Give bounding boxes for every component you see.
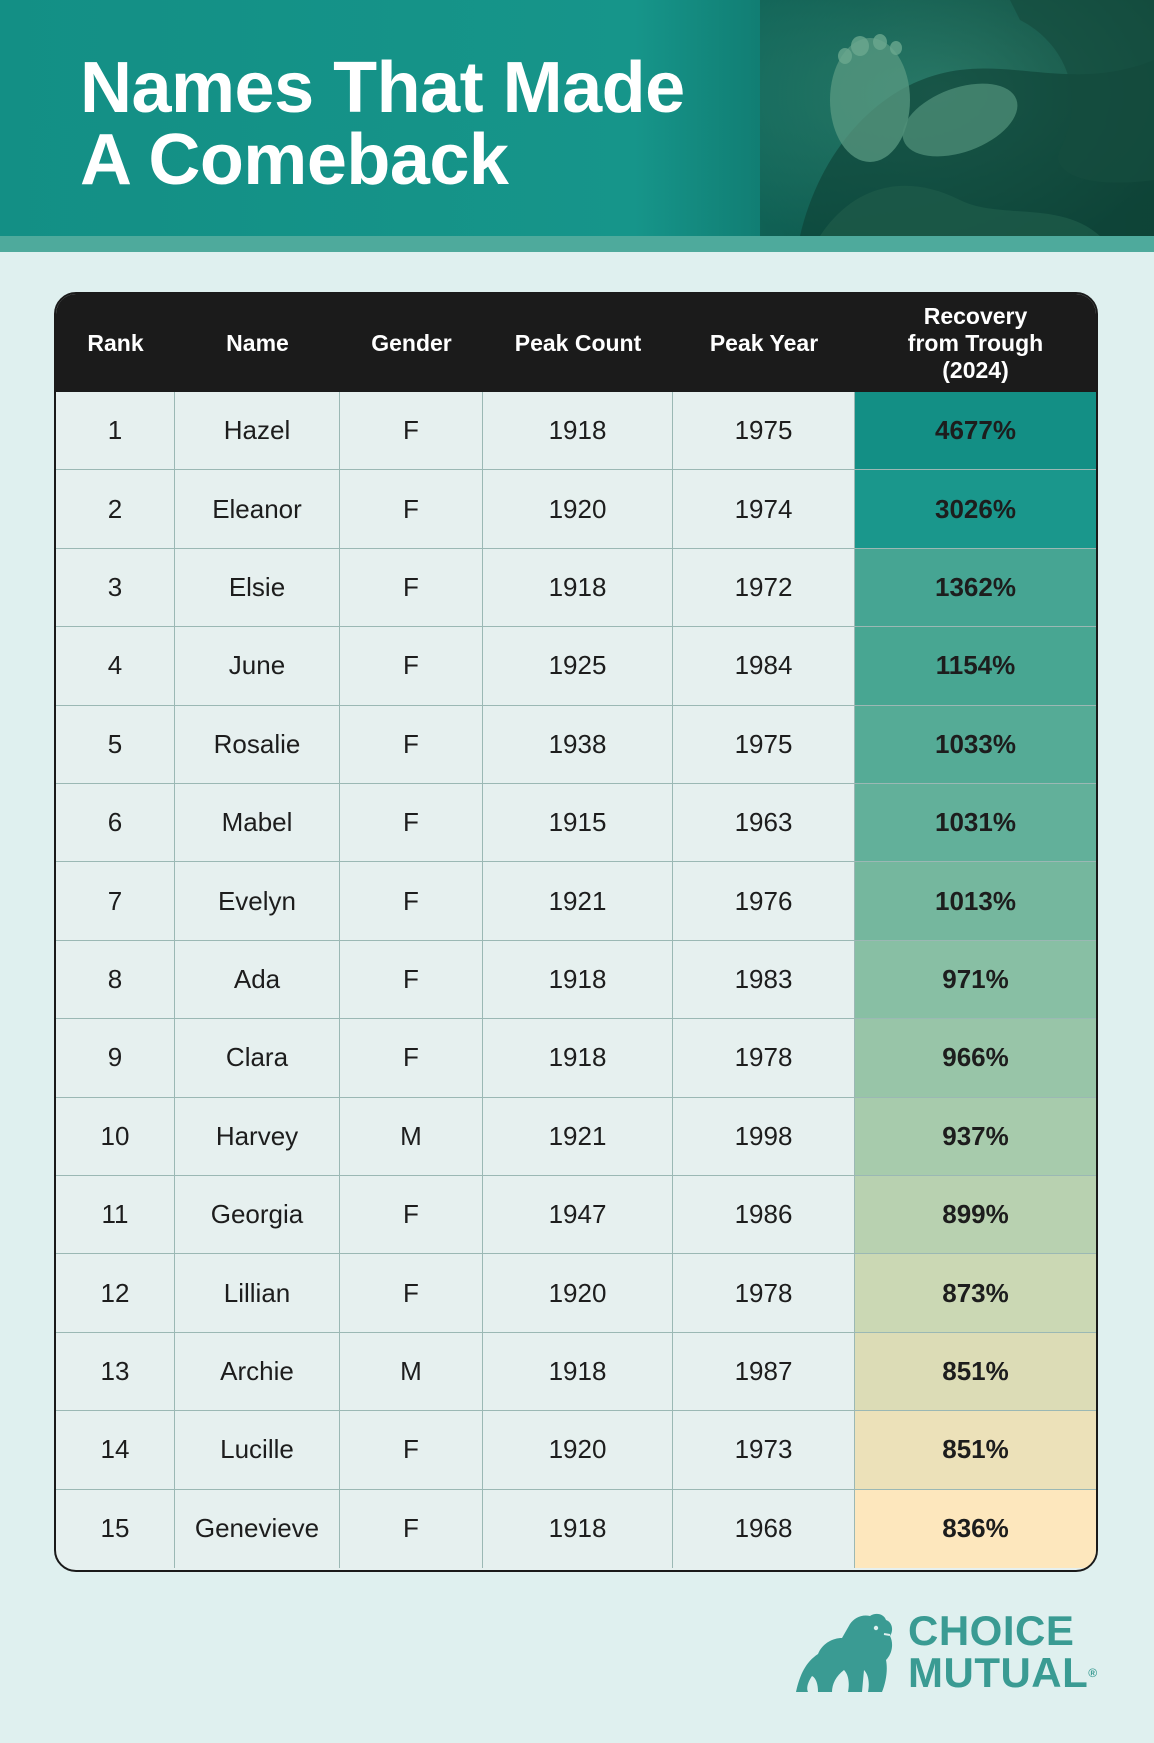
title-line-2: A Comeback bbox=[80, 120, 509, 200]
rank-cell: 12 bbox=[56, 1254, 175, 1332]
header-gender: Gender bbox=[371, 329, 452, 356]
title-line-1: Names That Made bbox=[80, 48, 685, 128]
gender-cell: F bbox=[340, 392, 483, 470]
rank-cell: 9 bbox=[56, 1019, 175, 1097]
peak-year-cell: 1978 bbox=[673, 1019, 855, 1097]
name-cell: Lucille bbox=[175, 1411, 340, 1489]
rank-cell: 8 bbox=[56, 941, 175, 1019]
recovery-cell: 1013% bbox=[855, 862, 1096, 940]
gender-cell: M bbox=[340, 1098, 483, 1176]
names-table bbox=[54, 292, 1098, 1572]
table-row bbox=[56, 1490, 1096, 1568]
rank-cell: 14 bbox=[56, 1411, 175, 1489]
rank-cell: 3 bbox=[56, 549, 175, 627]
gender-cell: F bbox=[340, 470, 483, 548]
header-banner bbox=[0, 0, 1154, 236]
gender-cell: F bbox=[340, 1254, 483, 1332]
recovery-cell: 1031% bbox=[855, 784, 1096, 862]
peak-count-cell: 1947 bbox=[483, 1176, 673, 1254]
gender-cell: F bbox=[340, 1019, 483, 1097]
table-row bbox=[56, 1098, 1096, 1176]
recovery-cell: 899% bbox=[855, 1176, 1096, 1254]
registered-mark: ® bbox=[1088, 1666, 1098, 1680]
peak-year-cell: 1963 bbox=[673, 784, 855, 862]
table-row bbox=[56, 784, 1096, 862]
table-row bbox=[56, 470, 1096, 548]
name-cell: Ada bbox=[175, 941, 340, 1019]
name-cell: Mabel bbox=[175, 784, 340, 862]
table-row bbox=[56, 706, 1096, 784]
peak-year-cell: 1984 bbox=[673, 627, 855, 705]
name-cell: Georgia bbox=[175, 1176, 340, 1254]
name-cell: Elsie bbox=[175, 549, 340, 627]
peak-count-cell: 1918 bbox=[483, 392, 673, 470]
name-cell: Eleanor bbox=[175, 470, 340, 548]
name-cell: Evelyn bbox=[175, 862, 340, 940]
recovery-cell: 971% bbox=[855, 941, 1096, 1019]
peak-year-cell: 1975 bbox=[673, 706, 855, 784]
peak-year-cell: 1974 bbox=[673, 470, 855, 548]
header-rank: Rank bbox=[87, 329, 144, 356]
header-name: Name bbox=[226, 329, 289, 356]
rank-cell: 13 bbox=[56, 1333, 175, 1411]
table-row bbox=[56, 1254, 1096, 1332]
table-row bbox=[56, 1333, 1096, 1411]
rank-cell: 7 bbox=[56, 862, 175, 940]
peak-count-cell: 1920 bbox=[483, 1411, 673, 1489]
gender-cell: M bbox=[340, 1333, 483, 1411]
table-row bbox=[56, 549, 1096, 627]
peak-count-cell: 1918 bbox=[483, 941, 673, 1019]
rank-cell: 11 bbox=[56, 1176, 175, 1254]
name-cell: Hazel bbox=[175, 392, 340, 470]
logo-line-2: MUTUAL bbox=[908, 1649, 1089, 1696]
peak-count-cell: 1918 bbox=[483, 1490, 673, 1568]
peak-count-cell: 1920 bbox=[483, 470, 673, 548]
rank-cell: 5 bbox=[56, 706, 175, 784]
peak-year-cell: 1983 bbox=[673, 941, 855, 1019]
rank-cell: 1 bbox=[56, 392, 175, 470]
recovery-cell: 873% bbox=[855, 1254, 1096, 1332]
peak-year-cell: 1978 bbox=[673, 1254, 855, 1332]
logo-line-1: CHOICE bbox=[908, 1607, 1075, 1654]
gender-cell: F bbox=[340, 862, 483, 940]
table-header bbox=[56, 294, 1096, 392]
peak-year-cell: 1968 bbox=[673, 1490, 855, 1568]
name-cell: Genevieve bbox=[175, 1490, 340, 1568]
peak-year-cell: 1976 bbox=[673, 862, 855, 940]
logo-wordmark bbox=[908, 1607, 1098, 1696]
bear-icon bbox=[792, 1604, 902, 1696]
rank-cell: 10 bbox=[56, 1098, 175, 1176]
gender-cell: F bbox=[340, 627, 483, 705]
table-row bbox=[56, 627, 1096, 705]
gender-cell: F bbox=[340, 1176, 483, 1254]
gender-cell: F bbox=[340, 941, 483, 1019]
table-row bbox=[56, 1411, 1096, 1489]
page-title bbox=[80, 48, 685, 200]
header-recovery: Recovery from Trough (2024) bbox=[907, 302, 1044, 383]
table-row bbox=[56, 1176, 1096, 1254]
baby-feet-photo bbox=[760, 0, 1154, 236]
name-cell: Lillian bbox=[175, 1254, 340, 1332]
table-row bbox=[56, 1019, 1096, 1097]
peak-count-cell: 1938 bbox=[483, 706, 673, 784]
rank-cell: 2 bbox=[56, 470, 175, 548]
name-cell: June bbox=[175, 627, 340, 705]
peak-count-cell: 1921 bbox=[483, 1098, 673, 1176]
header-peak-count: Peak Count bbox=[514, 329, 642, 356]
table-row bbox=[56, 862, 1096, 940]
peak-year-cell: 1973 bbox=[673, 1411, 855, 1489]
name-cell: Rosalie bbox=[175, 706, 340, 784]
name-cell: Clara bbox=[175, 1019, 340, 1097]
rank-cell: 4 bbox=[56, 627, 175, 705]
recovery-cell: 1362% bbox=[855, 549, 1096, 627]
table-row bbox=[56, 392, 1096, 470]
recovery-cell: 851% bbox=[855, 1333, 1096, 1411]
rank-cell: 15 bbox=[56, 1490, 175, 1568]
peak-year-cell: 1972 bbox=[673, 549, 855, 627]
choice-mutual-logo bbox=[792, 1604, 1098, 1696]
peak-year-cell: 1975 bbox=[673, 392, 855, 470]
peak-count-cell: 1920 bbox=[483, 1254, 673, 1332]
recovery-cell: 1154% bbox=[855, 627, 1096, 705]
recovery-cell: 966% bbox=[855, 1019, 1096, 1097]
recovery-cell: 851% bbox=[855, 1411, 1096, 1489]
name-cell: Harvey bbox=[175, 1098, 340, 1176]
gender-cell: F bbox=[340, 549, 483, 627]
peak-count-cell: 1918 bbox=[483, 1333, 673, 1411]
recovery-cell: 1033% bbox=[855, 706, 1096, 784]
peak-count-cell: 1915 bbox=[483, 784, 673, 862]
header-stripe bbox=[0, 236, 1154, 252]
peak-year-cell: 1986 bbox=[673, 1176, 855, 1254]
name-cell: Archie bbox=[175, 1333, 340, 1411]
peak-year-cell: 1987 bbox=[673, 1333, 855, 1411]
recovery-cell: 3026% bbox=[855, 470, 1096, 548]
peak-year-cell: 1998 bbox=[673, 1098, 855, 1176]
peak-count-cell: 1918 bbox=[483, 1019, 673, 1097]
header-peak-year: Peak Year bbox=[709, 329, 819, 356]
peak-count-cell: 1925 bbox=[483, 627, 673, 705]
table-row bbox=[56, 941, 1096, 1019]
peak-count-cell: 1921 bbox=[483, 862, 673, 940]
recovery-cell: 4677% bbox=[855, 392, 1096, 470]
gender-cell: F bbox=[340, 784, 483, 862]
gender-cell: F bbox=[340, 706, 483, 784]
rank-cell: 6 bbox=[56, 784, 175, 862]
recovery-cell: 836% bbox=[855, 1490, 1096, 1568]
recovery-cell: 937% bbox=[855, 1098, 1096, 1176]
gender-cell: F bbox=[340, 1490, 483, 1568]
gender-cell: F bbox=[340, 1411, 483, 1489]
peak-count-cell: 1918 bbox=[483, 549, 673, 627]
